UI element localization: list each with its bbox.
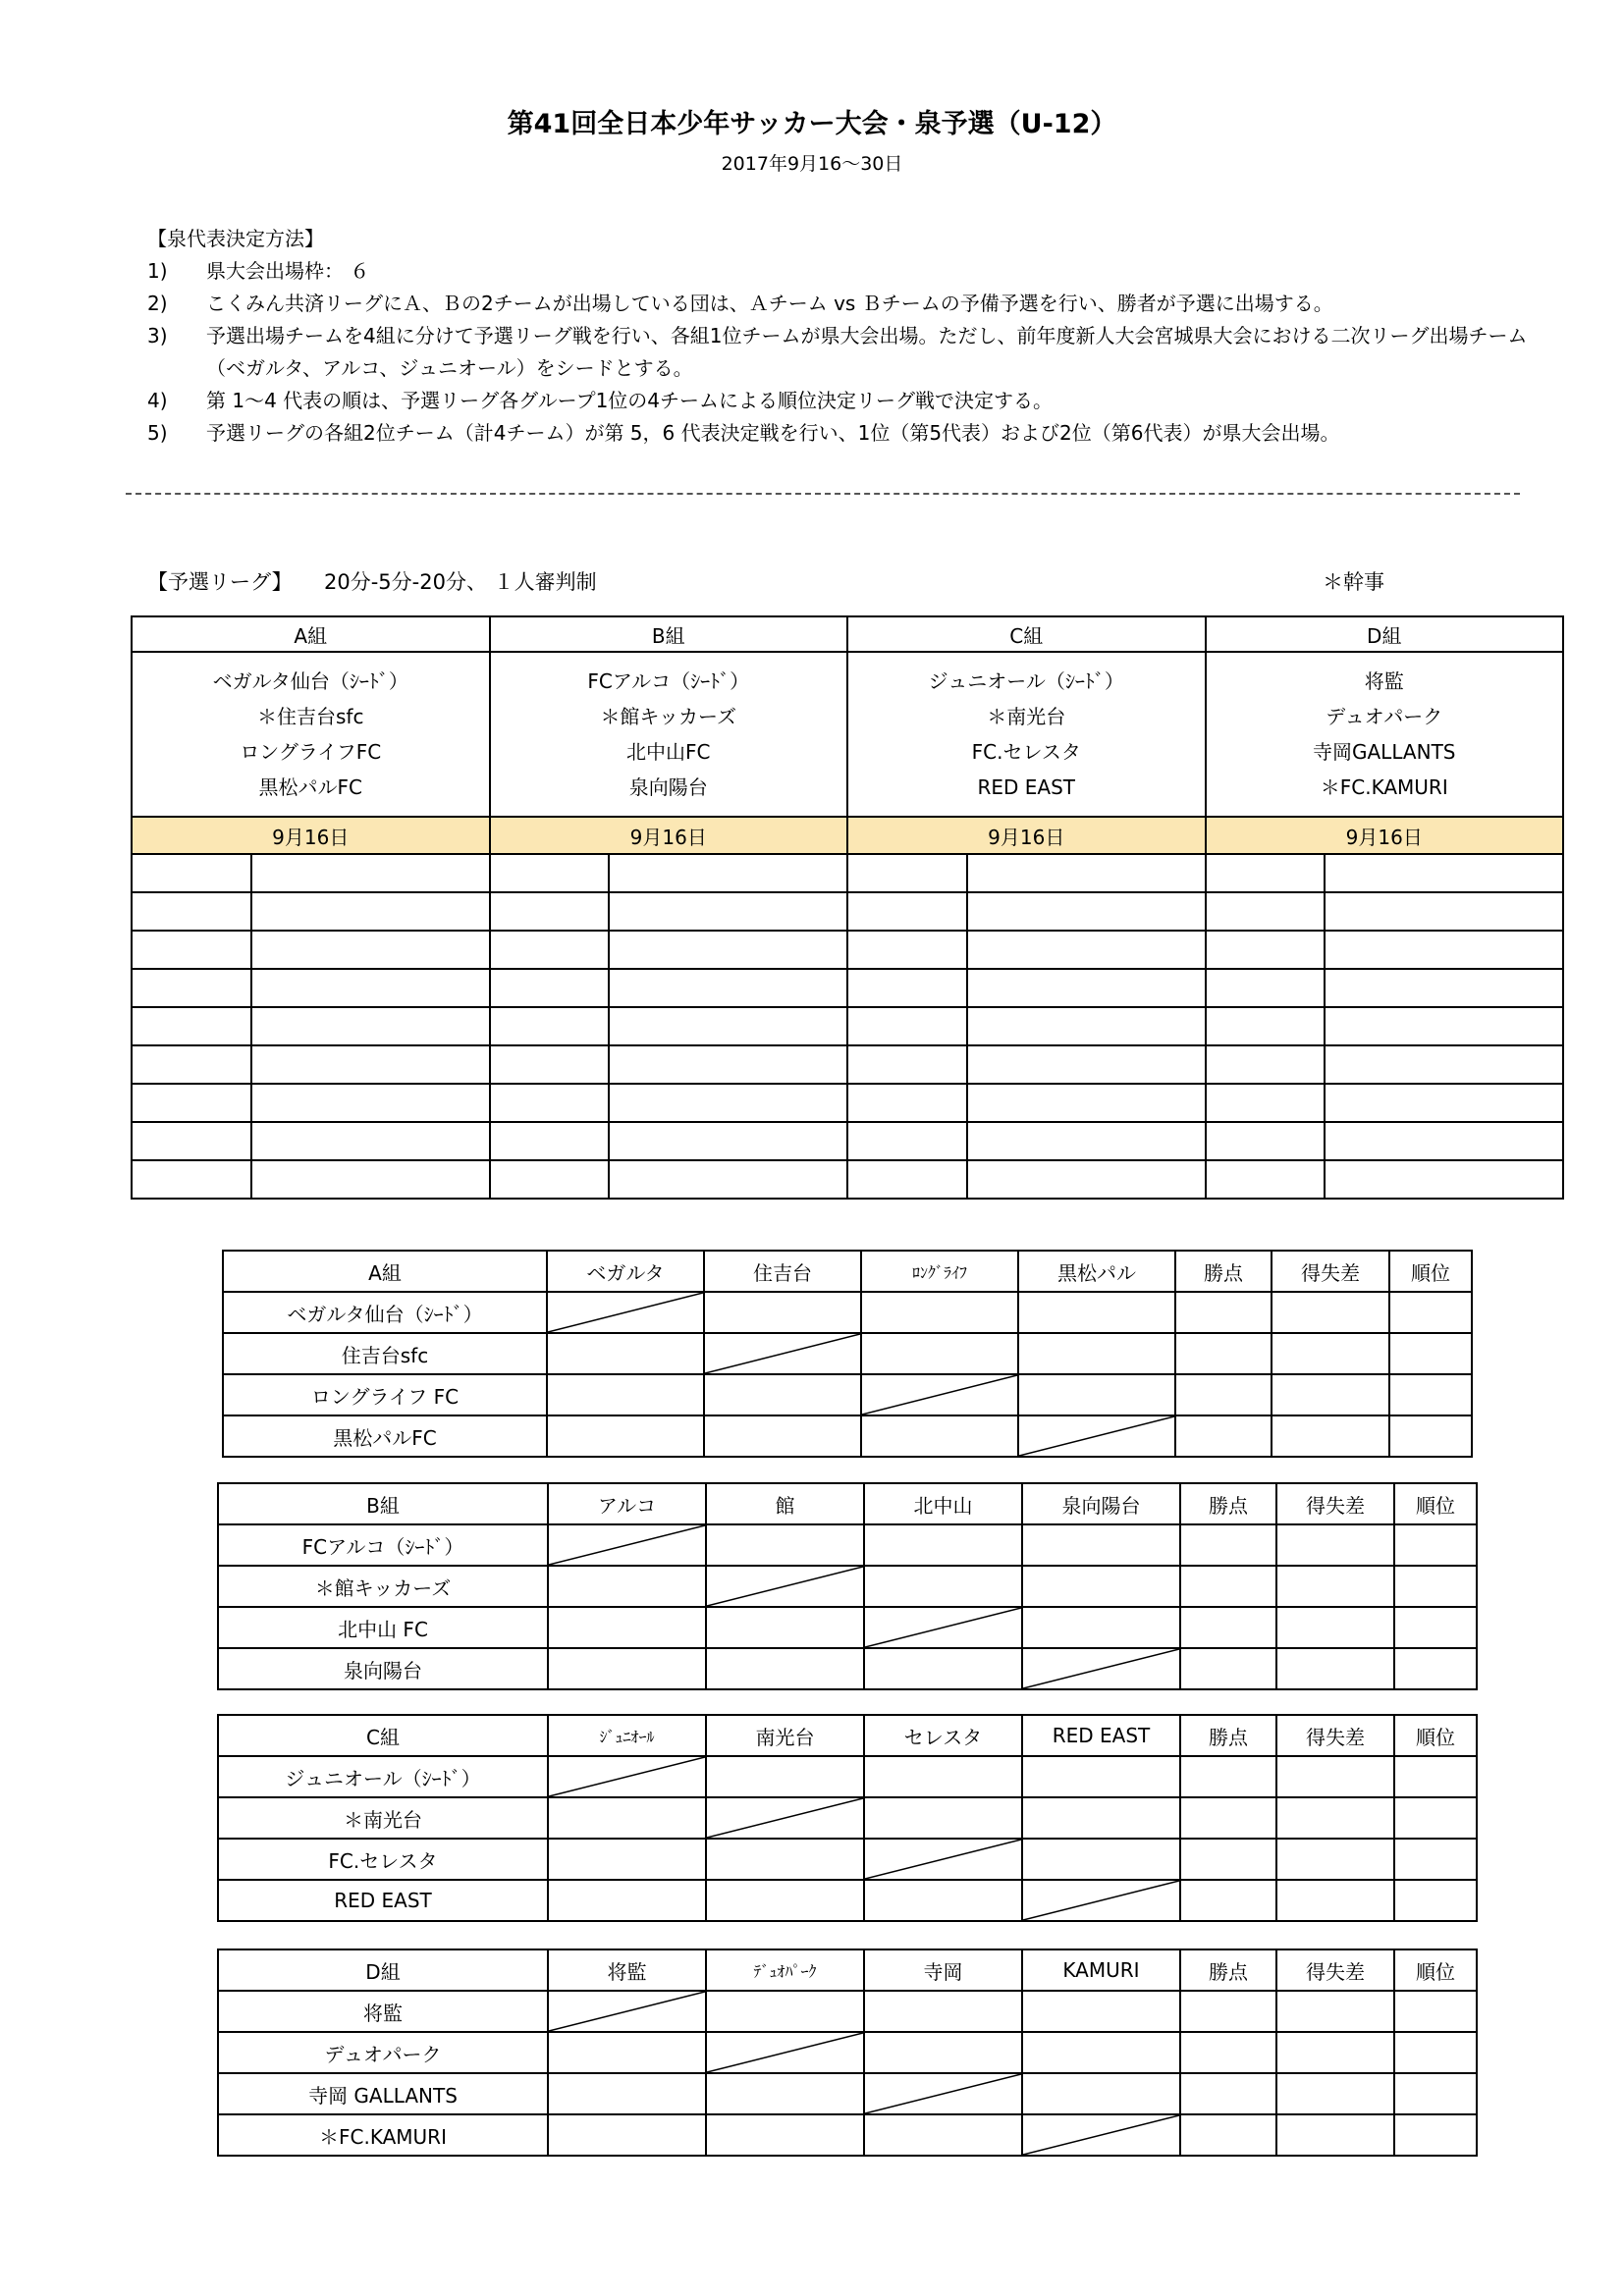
match-time-cell: [848, 893, 968, 930]
points-cell: [1180, 1524, 1276, 1566]
section-divider: [126, 493, 1520, 495]
row-team: ロングライフ FC: [223, 1374, 547, 1415]
match-slot: [1206, 1045, 1564, 1084]
self-match-cell: [548, 1524, 706, 1566]
match-slot: [490, 969, 848, 1007]
match-time-cell: [1207, 1161, 1326, 1198]
match-time-cell: [848, 1123, 968, 1159]
match-slot: [847, 969, 1206, 1007]
result-cell: [861, 1415, 1018, 1457]
rank-cell: [1394, 2114, 1477, 2156]
row-team: ベガルタ仙台（ｼｰﾄﾞ）: [223, 1292, 547, 1333]
self-match-cell: [547, 1292, 704, 1333]
group-name: A組: [132, 616, 490, 652]
match-slot: [847, 892, 1206, 931]
column-team: 館: [706, 1483, 864, 1524]
match-slot: [132, 969, 490, 1007]
team-name: 将監: [1364, 669, 1404, 693]
result-cell: [864, 1991, 1022, 2032]
result-cell: [547, 1333, 704, 1374]
result-cell: [864, 1797, 1022, 1839]
team-name: 寺岡GALLANTS: [1313, 740, 1456, 764]
match-slot: [490, 931, 848, 969]
rule-text: 県大会出場枠： ６: [206, 259, 370, 283]
team-name: ＊館キッカーズ: [600, 705, 737, 728]
points-header: 勝点: [1175, 1251, 1272, 1292]
self-match-cell: [864, 1607, 1022, 1648]
tournament-dates: 2017年9月16～30日: [721, 153, 903, 175]
match-date: 9月16日: [490, 817, 848, 854]
column-team: 住吉台: [704, 1251, 861, 1292]
points-cell: [1180, 1880, 1276, 1921]
round-robin-table-c: [217, 1714, 1478, 1922]
result-cell: [548, 2032, 706, 2073]
result-cell: [864, 1524, 1022, 1566]
match-time-cell: [848, 1085, 968, 1121]
goal-difference-cell: [1272, 1333, 1389, 1374]
representative-method-section: [147, 222, 1542, 450]
match-time-cell: [848, 1046, 968, 1083]
document-title: 第41回全日本少年サッカー大会・泉予選（U-12）: [507, 109, 1117, 139]
column-team: ﾛﾝｸﾞﾗｲﾌ: [861, 1251, 1018, 1292]
match-slot: [132, 1160, 490, 1199]
group-team-list: [490, 652, 848, 817]
points-cell: [1180, 1839, 1276, 1880]
match-time-cell: [1207, 1046, 1326, 1083]
match-time-cell: [848, 932, 968, 968]
rank-cell: [1394, 1880, 1477, 1921]
rank-cell: [1389, 1415, 1472, 1457]
row-team: FCアルコ（ｼｰﾄﾞ）: [218, 1524, 548, 1566]
result-cell: [1022, 1756, 1180, 1797]
rule-text: 予選リーグの各組2位チーム（計4チーム）が第 5，6 代表決定戦を行い、1位（第5代表）および2位（第6代表）が県大会出場。: [206, 421, 1340, 445]
result-cell: [1022, 1991, 1180, 2032]
self-match-cell: [704, 1333, 861, 1374]
result-cell: [548, 1880, 706, 1921]
match-time-cell: [848, 1008, 968, 1044]
rank-cell: [1394, 1648, 1477, 1689]
match-time-cell: [848, 970, 968, 1006]
match-time-cell: [848, 855, 968, 891]
match-time-cell: [1207, 893, 1326, 930]
round-robin-table-d: [217, 1949, 1478, 2157]
rule-number: 4): [147, 389, 168, 412]
team-name: 泉向陽台: [628, 775, 708, 799]
match-date: 9月16日: [1206, 817, 1564, 854]
rank-cell: [1394, 1607, 1477, 1648]
match-slot: [490, 1122, 848, 1160]
result-cell: [1022, 1524, 1180, 1566]
match-slot: [132, 854, 490, 892]
match-slot: [847, 1084, 1206, 1122]
column-team: 北中山: [864, 1483, 1022, 1524]
match-time-cell: [133, 893, 252, 930]
method-rule: [147, 385, 1542, 417]
rule-number: 5): [147, 421, 168, 445]
points-cell: [1180, 1566, 1276, 1607]
team-name: RED EAST: [977, 775, 1076, 799]
match-time-cell: [491, 1008, 611, 1044]
match-slot: [132, 1045, 490, 1084]
points-cell: [1175, 1374, 1272, 1415]
rank-cell: [1394, 1566, 1477, 1607]
group-name: C組: [218, 1715, 548, 1756]
points-header: 勝点: [1180, 1715, 1276, 1756]
match-slot: [490, 1160, 848, 1199]
group-name: D組: [218, 1949, 548, 1991]
result-cell: [864, 1880, 1022, 1921]
rank-header: 順位: [1394, 1949, 1477, 1991]
match-slot: [847, 1160, 1206, 1199]
rank-cell: [1394, 1756, 1477, 1797]
match-slot: [847, 931, 1206, 969]
result-cell: [864, 2114, 1022, 2156]
result-cell: [706, 1524, 864, 1566]
row-team: ジュニオール（ｼｰﾄﾞ）: [218, 1756, 548, 1797]
group-name: A組: [223, 1251, 547, 1292]
rank-header: 順位: [1389, 1251, 1472, 1292]
team-name: 黒松パルFC: [258, 775, 362, 799]
match-time-cell: [1207, 932, 1326, 968]
method-rule: [147, 288, 1542, 320]
goal-difference-cell: [1276, 1756, 1394, 1797]
result-cell: [1018, 1333, 1175, 1374]
self-match-cell: [1022, 1648, 1180, 1689]
match-slot: [490, 854, 848, 892]
match-time-cell: [491, 932, 611, 968]
match-date: 9月16日: [847, 817, 1206, 854]
goal-difference-cell: [1276, 1566, 1394, 1607]
rank-cell: [1389, 1374, 1472, 1415]
match-slot: [132, 1007, 490, 1045]
self-match-cell: [548, 1756, 706, 1797]
result-cell: [706, 1607, 864, 1648]
points-cell: [1180, 2032, 1276, 2073]
match-slot: [132, 931, 490, 969]
match-slot: [847, 1045, 1206, 1084]
column-team: アルコ: [548, 1483, 706, 1524]
match-time-cell: [848, 1161, 968, 1198]
method-rule: [147, 255, 1542, 288]
self-match-cell: [864, 2073, 1022, 2114]
result-cell: [1022, 2073, 1180, 2114]
rule-number: 2): [147, 292, 168, 315]
goal-difference-cell: [1276, 1797, 1394, 1839]
self-match-cell: [861, 1374, 1018, 1415]
method-rule: [147, 417, 1542, 450]
match-time-cell: [1207, 970, 1326, 1006]
match-slot: [1206, 892, 1564, 931]
match-time-cell: [133, 1046, 252, 1083]
result-cell: [548, 2114, 706, 2156]
match-time-cell: [133, 932, 252, 968]
group-name: B組: [490, 616, 848, 652]
result-cell: [548, 1607, 706, 1648]
row-team: RED EAST: [218, 1880, 548, 1921]
self-match-cell: [706, 2032, 864, 2073]
match-slot: [1206, 1007, 1564, 1045]
match-slot: [132, 1122, 490, 1160]
group-name: B組: [218, 1483, 548, 1524]
rule-number: 3): [147, 324, 168, 347]
points-cell: [1175, 1415, 1272, 1457]
points-header: 勝点: [1180, 1483, 1276, 1524]
match-slot: [847, 1007, 1206, 1045]
result-cell: [861, 1292, 1018, 1333]
group-team-list: [847, 652, 1206, 817]
goal-difference-cell: [1272, 1292, 1389, 1333]
result-cell: [548, 1648, 706, 1689]
self-match-cell: [1022, 1880, 1180, 1921]
round-robin-table-a: [222, 1250, 1473, 1458]
result-cell: [706, 1756, 864, 1797]
result-cell: [1022, 1607, 1180, 1648]
result-cell: [864, 1566, 1022, 1607]
result-cell: [864, 2032, 1022, 2073]
points-cell: [1180, 1607, 1276, 1648]
goal-difference-cell: [1272, 1374, 1389, 1415]
match-format: 20分-5分-20分、 １人審判制: [324, 570, 597, 594]
match-time-cell: [1207, 1085, 1326, 1121]
result-cell: [704, 1374, 861, 1415]
match-time-cell: [133, 1008, 252, 1044]
match-time-cell: [133, 1161, 252, 1198]
result-cell: [864, 1648, 1022, 1689]
goal-difference-cell: [1276, 1839, 1394, 1880]
match-slot: [1206, 1084, 1564, 1122]
group-schedule-table: [131, 615, 1564, 1200]
match-time-cell: [133, 855, 252, 891]
match-slot: [490, 892, 848, 931]
points-cell: [1180, 1756, 1276, 1797]
row-team: 寺岡 GALLANTS: [218, 2073, 548, 2114]
result-cell: [548, 1839, 706, 1880]
result-cell: [548, 1566, 706, 1607]
league-header: [147, 566, 1384, 596]
column-team: ベガルタ: [547, 1251, 704, 1292]
match-time-cell: [1207, 1008, 1326, 1044]
team-name: ベガルタ仙台（ｼｰﾄﾞ）: [212, 669, 408, 693]
row-team: FC.セレスタ: [218, 1839, 548, 1880]
row-team: ＊FC.KAMURI: [218, 2114, 548, 2156]
rank-cell: [1394, 2073, 1477, 2114]
method-rule: [147, 320, 1542, 385]
match-slot: [490, 1007, 848, 1045]
result-cell: [706, 2114, 864, 2156]
self-match-cell: [548, 1991, 706, 2032]
self-match-cell: [1018, 1415, 1175, 1457]
method-heading: 【泉代表決定方法】: [147, 227, 324, 250]
result-cell: [1022, 1797, 1180, 1839]
row-team: 住吉台sfc: [223, 1333, 547, 1374]
goal-difference-cell: [1276, 1524, 1394, 1566]
match-time-cell: [133, 1123, 252, 1159]
column-team: セレスタ: [864, 1715, 1022, 1756]
result-cell: [864, 1756, 1022, 1797]
rank-header: 順位: [1394, 1483, 1477, 1524]
rule-number: 1): [147, 259, 168, 283]
points-cell: [1175, 1292, 1272, 1333]
round-robin-table-b: [217, 1482, 1478, 1690]
match-time-cell: [1207, 855, 1326, 891]
match-slot: [132, 892, 490, 931]
league-label: 【予選リーグ】: [147, 570, 293, 594]
goal-difference-cell: [1276, 2114, 1394, 2156]
match-slot: [1206, 1122, 1564, 1160]
match-time-cell: [491, 1046, 611, 1083]
row-team: デュオパーク: [218, 2032, 548, 2073]
match-slot: [1206, 969, 1564, 1007]
column-team: 黒松パル: [1018, 1251, 1175, 1292]
goal-difference-header: 得失差: [1272, 1251, 1389, 1292]
points-header: 勝点: [1180, 1949, 1276, 1991]
result-cell: [861, 1333, 1018, 1374]
row-team: 将監: [218, 1991, 548, 2032]
rank-cell: [1389, 1292, 1472, 1333]
rank-header: 順位: [1394, 1715, 1477, 1756]
team-name: ＊住吉台sfc: [257, 705, 364, 728]
column-team: RED EAST: [1022, 1715, 1180, 1756]
group-name: C組: [847, 616, 1206, 652]
result-cell: [1018, 1374, 1175, 1415]
result-cell: [706, 1991, 864, 2032]
secretary-note: ＊幹事: [1323, 570, 1384, 594]
rank-cell: [1394, 1991, 1477, 2032]
match-slot: [847, 1122, 1206, 1160]
goal-difference-header: 得失差: [1276, 1949, 1394, 1991]
row-team: 泉向陽台: [218, 1648, 548, 1689]
self-match-cell: [864, 1839, 1022, 1880]
match-time-cell: [133, 1085, 252, 1121]
match-slot: [1206, 931, 1564, 969]
rank-cell: [1389, 1333, 1472, 1374]
result-cell: [1022, 1566, 1180, 1607]
rule-text: こくみん共済リーグにＡ、Ｂの2チームが出場している団は、Ａチーム vs Ｂチームの予備予選を行い、勝者が予選に出場する。: [206, 292, 1333, 315]
team-name: FCアルコ（ｼｰﾄﾞ）: [587, 669, 750, 693]
match-time-cell: [491, 970, 611, 1006]
match-time-cell: [491, 893, 611, 930]
row-team: ＊南光台: [218, 1797, 548, 1839]
match-time-cell: [133, 970, 252, 1006]
goal-difference-cell: [1276, 1607, 1394, 1648]
match-time-cell: [491, 1161, 611, 1198]
team-name: ＊南光台: [987, 705, 1066, 728]
result-cell: [706, 1839, 864, 1880]
points-cell: [1180, 1991, 1276, 2032]
result-cell: [548, 2073, 706, 2114]
row-team: ＊館キッカーズ: [218, 1566, 548, 1607]
self-match-cell: [706, 1797, 864, 1839]
match-time-cell: [491, 1085, 611, 1121]
team-name: 北中山FC: [626, 740, 711, 764]
points-cell: [1180, 1648, 1276, 1689]
rank-cell: [1394, 1797, 1477, 1839]
rule-text: 第 1～4 代表の順は、予選リーグ各グループ1位の4チームによる順位決定リーグ戦で決定する。: [206, 389, 1054, 412]
result-cell: [706, 1880, 864, 1921]
team-name: ジュニオール（ｼｰﾄﾞ）: [928, 669, 1124, 693]
match-slot: [490, 1045, 848, 1084]
team-name: ロングライフFC: [240, 740, 382, 764]
goal-difference-cell: [1276, 1880, 1394, 1921]
result-cell: [704, 1415, 861, 1457]
goal-difference-header: 得失差: [1276, 1715, 1394, 1756]
points-cell: [1180, 1797, 1276, 1839]
match-slot: [132, 1084, 490, 1122]
goal-difference-header: 得失差: [1276, 1483, 1394, 1524]
column-team: KAMURI: [1022, 1949, 1180, 1991]
group-team-list: [132, 652, 490, 817]
match-slot: [490, 1084, 848, 1122]
result-cell: [706, 1648, 864, 1689]
column-team: 泉向陽台: [1022, 1483, 1180, 1524]
match-time-cell: [491, 1123, 611, 1159]
points-cell: [1175, 1333, 1272, 1374]
column-team: 将監: [548, 1949, 706, 1991]
match-slot: [1206, 1160, 1564, 1199]
self-match-cell: [706, 1566, 864, 1607]
result-cell: [547, 1374, 704, 1415]
goal-difference-cell: [1276, 1991, 1394, 2032]
team-name: デュオパーク: [1326, 705, 1443, 728]
rule-text: 予選出場チームを4組に分けて予選リーグ戦を行い、各組1位チームが県大会出場。ただし、前年度新人大会宮城県大会における二次リーグ出場チーム（ベガルタ、アルコ、ジュニオール）をシードとする。: [206, 324, 1528, 380]
result-cell: [1022, 2032, 1180, 2073]
goal-difference-cell: [1276, 1648, 1394, 1689]
match-slot: [1206, 854, 1564, 892]
rank-cell: [1394, 1524, 1477, 1566]
column-team: 寺岡: [864, 1949, 1022, 1991]
rank-cell: [1394, 2032, 1477, 2073]
team-name: ＊FC.KAMURI: [1320, 775, 1448, 799]
row-team: 北中山 FC: [218, 1607, 548, 1648]
match-date: 9月16日: [132, 817, 490, 854]
group-team-list: [1206, 652, 1564, 817]
match-time-cell: [491, 855, 611, 891]
match-slot: [847, 854, 1206, 892]
rank-cell: [1394, 1839, 1477, 1880]
match-time-cell: [1207, 1123, 1326, 1159]
result-cell: [704, 1292, 861, 1333]
points-cell: [1180, 2114, 1276, 2156]
result-cell: [1022, 1839, 1180, 1880]
result-cell: [548, 1797, 706, 1839]
group-name: D組: [1206, 616, 1564, 652]
goal-difference-cell: [1276, 2032, 1394, 2073]
column-team: ｼﾞｭﾆｵｰﾙ: [548, 1715, 706, 1756]
result-cell: [706, 2073, 864, 2114]
goal-difference-cell: [1272, 1415, 1389, 1457]
goal-difference-cell: [1276, 2073, 1394, 2114]
points-cell: [1180, 2073, 1276, 2114]
row-team: 黒松パルFC: [223, 1415, 547, 1457]
self-match-cell: [1022, 2114, 1180, 2156]
result-cell: [547, 1415, 704, 1457]
team-name: FC.セレスタ: [971, 740, 1081, 764]
result-cell: [1018, 1292, 1175, 1333]
column-team: 南光台: [706, 1715, 864, 1756]
column-team: ﾃﾞｭｵﾊﾟｰｸ: [706, 1949, 864, 1991]
